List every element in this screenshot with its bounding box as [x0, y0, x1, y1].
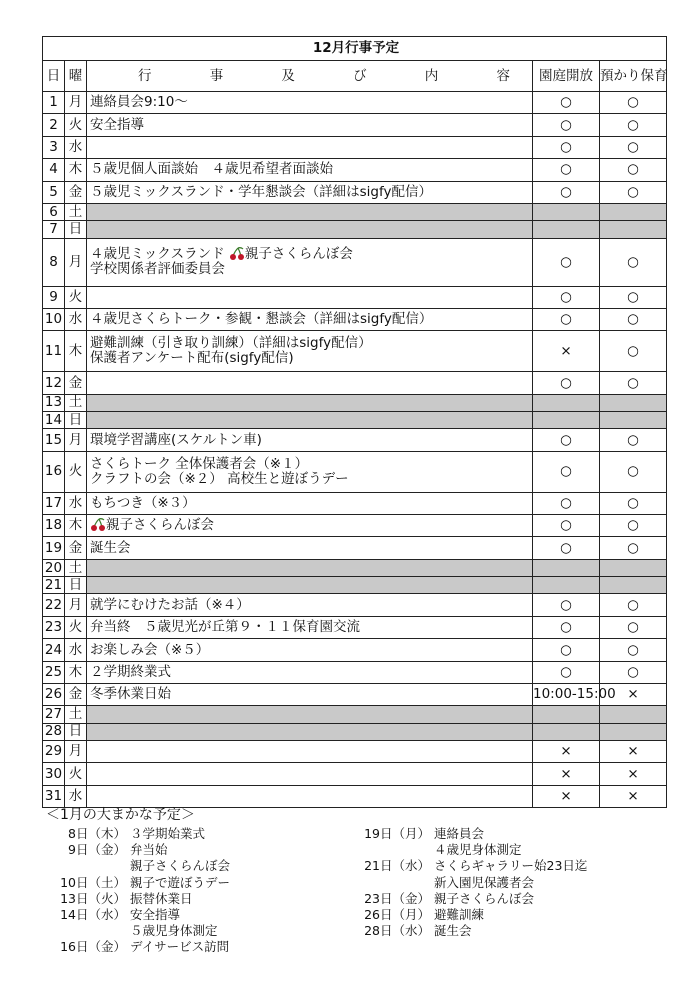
garden-cell: [533, 577, 600, 594]
childcare-cell: ○: [600, 492, 667, 514]
weekday-cell: 水: [65, 492, 87, 514]
table-row: [43, 331, 667, 372]
next-month-event: [56, 842, 230, 858]
childcare-cell: ○: [600, 238, 667, 286]
day-cell: 20: [43, 559, 65, 576]
table-row: [43, 723, 667, 740]
childcare-cell: ○: [600, 537, 667, 559]
next-month-event: [360, 875, 587, 891]
event-cell: [87, 136, 533, 158]
day-cell: 10: [43, 308, 65, 330]
childcare-cell: ○: [600, 331, 667, 372]
garden-cell: ○: [533, 661, 600, 683]
table-row: [43, 661, 667, 683]
event-description: 親子さくらんぼ会: [434, 890, 535, 906]
garden-cell: ○: [533, 639, 600, 661]
childcare-cell: ○: [600, 661, 667, 683]
childcare-cell: [600, 577, 667, 594]
event-date: 9日（金）: [68, 842, 126, 858]
garden-cell: ○: [533, 594, 600, 616]
garden-cell: ○: [533, 238, 600, 286]
day-cell: 13: [43, 394, 65, 411]
event-description: 親子さくらんぼ会: [130, 858, 231, 874]
header-weekday: 曜: [65, 61, 87, 92]
garden-cell: ×: [533, 741, 600, 763]
garden-cell: ○: [533, 451, 600, 492]
garden-cell: ○: [533, 181, 600, 203]
event-description: デイサービス訪問: [130, 939, 230, 955]
event-description: ５歳児身体測定: [130, 923, 218, 939]
table-row: [43, 492, 667, 514]
weekday-cell: 土: [65, 203, 87, 220]
event-date: 28日（水）: [364, 923, 430, 939]
header-day: 日: [43, 61, 65, 92]
garden-cell: ○: [533, 537, 600, 559]
event-text: ４歳児ミックスランド: [90, 246, 225, 263]
next-month-event: [56, 826, 230, 842]
garden-cell: ○: [533, 114, 600, 136]
table-row: [43, 114, 667, 136]
childcare-cell: ○: [600, 372, 667, 394]
event-cell: [87, 286, 533, 308]
event-cell: [87, 412, 533, 429]
event-text: ４歳児さくらトーク・参観・懇談会（詳細はsigfy配信）: [90, 311, 433, 328]
weekday-cell: 月: [65, 594, 87, 616]
weekday-cell: 土: [65, 706, 87, 723]
event-cell: [87, 492, 533, 514]
day-cell: 1: [43, 92, 65, 114]
childcare-cell: ○: [600, 594, 667, 616]
event-date: 16日（金）: [60, 939, 126, 955]
garden-cell: ○: [533, 136, 600, 158]
day-cell: 3: [43, 136, 65, 158]
next-month-left-column: [56, 826, 230, 956]
event-cell: [87, 159, 533, 181]
weekday-cell: 水: [65, 136, 87, 158]
table-row: [43, 221, 667, 238]
weekday-cell: 土: [65, 394, 87, 411]
day-cell: 21: [43, 577, 65, 594]
event-cell: [87, 639, 533, 661]
day-cell: 12: [43, 372, 65, 394]
table-row: [43, 181, 667, 203]
table-row: [43, 616, 667, 638]
event-cell: [87, 559, 533, 576]
weekday-cell: 月: [65, 92, 87, 114]
day-cell: 4: [43, 159, 65, 181]
schedule-table: [42, 36, 667, 808]
next-month-event: [56, 875, 230, 891]
table-row: [43, 577, 667, 594]
event-text: 就学にむけたお話（※４）: [90, 596, 250, 613]
event-cell: [87, 451, 533, 492]
childcare-cell: ×: [600, 785, 667, 807]
event-date: 8日（木）: [68, 826, 126, 841]
garden-cell: ○: [533, 616, 600, 638]
event-date: [360, 842, 434, 858]
day-cell: 2: [43, 114, 65, 136]
garden-cell: ×: [533, 331, 600, 372]
header-content: [87, 61, 533, 92]
event-cell: [87, 429, 533, 451]
event-cell: [87, 616, 533, 638]
event-text: 安全指導: [90, 116, 144, 133]
event-text: 避難訓練（引き取り訓練）（詳細はsigfy配信）: [90, 335, 372, 352]
event-cell: [87, 308, 533, 330]
next-month-right-column: [360, 826, 587, 939]
event-cell: [87, 221, 533, 238]
event-date: 19日（月）: [364, 826, 430, 841]
day-cell: 30: [43, 763, 65, 785]
event-cell: [87, 394, 533, 411]
event-date: 10日（土）: [60, 874, 126, 890]
childcare-cell: [600, 723, 667, 740]
day-cell: 7: [43, 221, 65, 238]
day-cell: 25: [43, 661, 65, 683]
header-content-char: 内: [424, 67, 439, 84]
day-cell: 16: [43, 451, 65, 492]
day-cell: 9: [43, 286, 65, 308]
event-text: 誕生会: [90, 539, 131, 556]
weekday-cell: 水: [65, 308, 87, 330]
event-text: 親子さくらんぼ会: [106, 517, 214, 534]
weekday-cell: 木: [65, 661, 87, 683]
event-date: [360, 875, 434, 891]
event-cell: [87, 92, 533, 114]
table-row: [43, 451, 667, 492]
weekday-cell: 木: [65, 159, 87, 181]
event-description: さくらギャラリー始23日迄: [434, 858, 588, 874]
childcare-cell: [600, 559, 667, 576]
table-row: [43, 684, 667, 706]
childcare-cell: [600, 706, 667, 723]
event-description: 誕生会: [434, 923, 472, 939]
weekday-cell: 木: [65, 331, 87, 372]
event-text: 学校関係者評価委員会: [90, 261, 225, 278]
garden-cell: ○: [533, 515, 600, 537]
weekday-cell: 火: [65, 114, 87, 136]
childcare-cell: ○: [600, 639, 667, 661]
event-cell: [87, 594, 533, 616]
day-cell: 17: [43, 492, 65, 514]
next-month-section: [0, 804, 700, 990]
day-cell: 23: [43, 616, 65, 638]
weekday-cell: 月: [65, 741, 87, 763]
event-date: 14日（水）: [60, 907, 126, 923]
event-text: 環境学習講座(スケルトン車): [90, 431, 262, 448]
day-cell: 27: [43, 706, 65, 723]
childcare-cell: [600, 221, 667, 238]
table-row: [43, 763, 667, 785]
event-date: 21日（水）: [364, 858, 430, 874]
day-cell: 29: [43, 741, 65, 763]
weekday-cell: 月: [65, 238, 87, 286]
event-text: お楽しみ会（※５）: [90, 641, 210, 658]
weekday-cell: 金: [65, 181, 87, 203]
event-cell: [87, 684, 533, 706]
event-description: 振替休業日: [130, 890, 193, 906]
event-description: 親子で遊ぼうデー: [130, 874, 231, 890]
childcare-cell: ○: [600, 159, 667, 181]
table-row: [43, 741, 667, 763]
table-row: [43, 639, 667, 661]
table-row: [43, 372, 667, 394]
next-month-event: [56, 858, 230, 874]
header-content-char: 及: [281, 67, 295, 84]
table-row: [43, 429, 667, 451]
weekday-cell: 日: [65, 577, 87, 594]
weekday-cell: 月: [65, 429, 87, 451]
weekday-cell: 日: [65, 412, 87, 429]
weekday-cell: 水: [65, 639, 87, 661]
weekday-cell: 火: [65, 763, 87, 785]
garden-cell: [533, 203, 600, 220]
event-text: 親子さくらんぼ会: [244, 246, 353, 263]
table-row: [43, 594, 667, 616]
table-row: [43, 394, 667, 411]
table-row: [43, 286, 667, 308]
weekday-cell: 水: [65, 785, 87, 807]
childcare-cell: ○: [600, 515, 667, 537]
garden-cell: [533, 559, 600, 576]
event-cell: [87, 238, 533, 286]
childcare-cell: ○: [600, 92, 667, 114]
garden-cell: [533, 394, 600, 411]
event-text: 冬季休業日始: [90, 686, 171, 703]
event-text: 保護者アンケート配布(sigfy配信): [90, 350, 294, 367]
event-cell: [87, 372, 533, 394]
event-cell: [87, 661, 533, 683]
garden-cell: [533, 723, 600, 740]
next-month-event: [360, 923, 587, 939]
header-content-char: 事: [209, 67, 224, 84]
day-cell: 28: [43, 723, 65, 740]
event-date: 23日（金）: [364, 890, 430, 906]
garden-cell: ○: [533, 92, 600, 114]
next-month-event: [56, 923, 230, 939]
next-month-event: [360, 858, 587, 874]
garden-cell: [533, 706, 600, 723]
next-month-event: [56, 891, 230, 907]
table-row: [43, 203, 667, 220]
next-month-event: [360, 842, 587, 858]
day-cell: 8: [43, 238, 65, 286]
event-cell: [87, 706, 533, 723]
childcare-cell: ×: [600, 741, 667, 763]
childcare-cell: [600, 412, 667, 429]
day-cell: 5: [43, 181, 65, 203]
event-text: 連絡員会9:10～: [90, 94, 188, 111]
childcare-cell: [600, 203, 667, 220]
header-content-char: び: [353, 67, 367, 84]
childcare-cell: ×: [600, 763, 667, 785]
day-cell: 22: [43, 594, 65, 616]
garden-cell: [533, 221, 600, 238]
event-date: 26日（月）: [364, 907, 430, 923]
event-cell: [87, 763, 533, 785]
garden-cell: ×: [533, 785, 600, 807]
event-description: ３学期始業式: [130, 826, 206, 841]
next-month-event: [360, 826, 587, 842]
childcare-cell: ×: [600, 684, 667, 706]
event-description: ４歳児身体測定: [434, 842, 522, 858]
childcare-cell: ○: [600, 114, 667, 136]
weekday-cell: 火: [65, 286, 87, 308]
header-content-char: 行: [138, 67, 152, 84]
garden-cell: [533, 412, 600, 429]
event-text: ２学期終業式: [90, 663, 171, 680]
childcare-cell: [600, 394, 667, 411]
table-row: [43, 537, 667, 559]
garden-cell: 10:00-15:00: [533, 684, 600, 706]
page-title: 12月行事予定: [43, 37, 667, 61]
event-cell: [87, 203, 533, 220]
next-month-title: ＜1月の大まかな予定＞: [46, 807, 195, 823]
event-cell: [87, 515, 533, 537]
day-cell: 19: [43, 537, 65, 559]
childcare-cell: ○: [600, 451, 667, 492]
event-cell: [87, 577, 533, 594]
garden-cell: ○: [533, 492, 600, 514]
garden-cell: ○: [533, 429, 600, 451]
event-text: 弁当終 ５歳児光が丘第９・１１保育園交流: [90, 619, 360, 636]
event-description: 弁当始: [130, 842, 168, 858]
next-month-event: [56, 907, 230, 923]
table-row: [43, 515, 667, 537]
header-row: [43, 61, 667, 92]
weekday-cell: 火: [65, 451, 87, 492]
event-text: もちつき（※３）: [90, 494, 196, 511]
event-date: [56, 858, 130, 874]
day-cell: 26: [43, 684, 65, 706]
childcare-cell: ○: [600, 429, 667, 451]
cherry-icon: [229, 247, 245, 261]
event-description: 安全指導: [130, 907, 181, 923]
table-row: [43, 238, 667, 286]
next-month-event: [56, 939, 230, 955]
table-row: [43, 412, 667, 429]
day-cell: 11: [43, 331, 65, 372]
header-content-char: 容: [496, 67, 510, 84]
weekday-cell: 日: [65, 723, 87, 740]
weekday-cell: 金: [65, 684, 87, 706]
event-text: クラフトの会（※２） 高校生と遊ぼうデー: [90, 470, 349, 487]
event-text: ５歳児ミックスランド・学年懇談会（詳細はsigfy配信）: [90, 183, 432, 200]
day-cell: 15: [43, 429, 65, 451]
table-row: [43, 92, 667, 114]
day-cell: 6: [43, 203, 65, 220]
event-description: 避難訓練: [434, 907, 485, 923]
day-cell: 24: [43, 639, 65, 661]
garden-cell: ○: [533, 372, 600, 394]
childcare-cell: ○: [600, 136, 667, 158]
event-cell: [87, 331, 533, 372]
event-cell: [87, 741, 533, 763]
next-month-event: [360, 891, 587, 907]
table-row: [43, 159, 667, 181]
event-cell: [87, 114, 533, 136]
title-row: [43, 37, 667, 61]
garden-cell: ○: [533, 286, 600, 308]
garden-cell: ○: [533, 159, 600, 181]
garden-cell: ○: [533, 308, 600, 330]
event-description: 連絡員会: [434, 826, 485, 841]
weekday-cell: 金: [65, 372, 87, 394]
event-cell: [87, 723, 533, 740]
weekday-cell: 日: [65, 221, 87, 238]
header-garden: 園庭開放: [533, 61, 600, 92]
event-date: 13日（火）: [60, 890, 126, 906]
event-cell: [87, 537, 533, 559]
table-row: [43, 136, 667, 158]
weekday-cell: 土: [65, 559, 87, 576]
childcare-cell: ○: [600, 308, 667, 330]
event-cell: [87, 181, 533, 203]
childcare-cell: ○: [600, 616, 667, 638]
event-text: さくらトーク 全体保護者会（※１）: [90, 455, 309, 472]
next-month-event: [360, 907, 587, 923]
table-row: [43, 308, 667, 330]
weekday-cell: 金: [65, 537, 87, 559]
header-childcare: 預かり保育: [600, 61, 667, 92]
event-description: 新入園児保護者会: [434, 874, 535, 890]
childcare-cell: ○: [600, 181, 667, 203]
day-cell: 18: [43, 515, 65, 537]
day-cell: 31: [43, 785, 65, 807]
table-row: [43, 559, 667, 576]
weekday-cell: 火: [65, 616, 87, 638]
garden-cell: ×: [533, 763, 600, 785]
table-row: [43, 706, 667, 723]
event-date: [56, 923, 130, 939]
childcare-cell: ○: [600, 286, 667, 308]
day-cell: 14: [43, 412, 65, 429]
event-text: ５歳児個人面談始 ４歳児希望者面談始: [90, 161, 333, 178]
cherry-icon: [90, 518, 106, 532]
weekday-cell: 木: [65, 515, 87, 537]
